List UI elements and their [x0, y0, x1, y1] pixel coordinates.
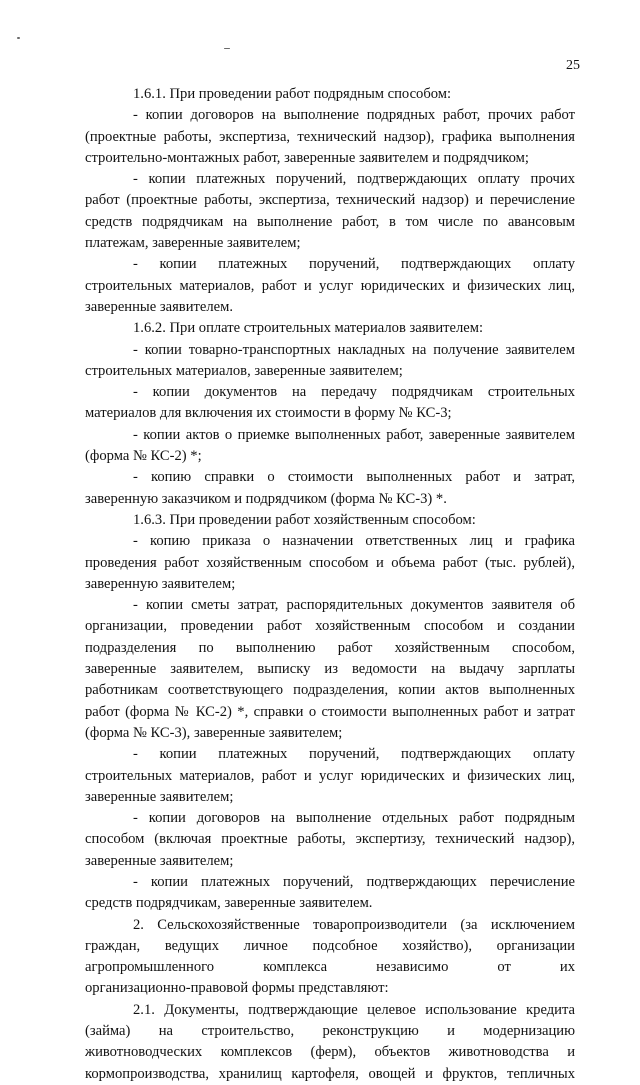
text-line: платежам, заверенные заявителем;: [85, 235, 301, 252]
text-line: (форма № КС-3), заверенные заявителем;: [85, 724, 343, 741]
text-line: организационно-правовой формы представляют:: [85, 980, 389, 997]
document-body: [85, 84, 575, 1085]
text-line: заверенные заявителем;: [85, 788, 234, 805]
text-line: агропромышленного комплекса независимо от их: [85, 959, 575, 976]
text-line: средств подрядчикам, заверенные заявителем.: [85, 895, 373, 912]
text-line: заверенную заявителем;: [85, 575, 236, 592]
text-line: проведения работ хозяйственным способом и объема работ (тыс. рублей),: [85, 554, 575, 571]
text-line: 1.6.1. При проведении работ подрядным способом:: [133, 86, 452, 102]
text-line: 1.6.3. При проведении работ хозяйственным способом:: [133, 511, 476, 528]
text-line: - копии товарно-транспортных накладных на получение заявителем: [133, 341, 575, 358]
text-line: - копии платежных поручений, подтверждающих оплату прочих: [133, 171, 575, 188]
text-line: - копию приказа о назначении ответственных лиц и графика: [133, 533, 575, 550]
text-line: 2.1. Документы, подтверждающие целевое использование кредита: [133, 1001, 575, 1018]
text-line: заверенную заказчиком и подрядчиком (форма № КС-3) *.: [85, 490, 447, 507]
text-line: (займа) на строительство, реконструкцию и модернизацию: [85, 1023, 575, 1040]
text-line: строительных материалов, работ и услуг юридических и физических лиц,: [85, 767, 575, 784]
text-line: 2. Сельскохозяйственные товаропроизводители (за исключением: [133, 916, 575, 933]
page-number: 25: [566, 58, 580, 73]
text-line: организации, проведении работ хозяйственным способом и создании: [85, 618, 575, 635]
text-line: заверенные заявителем.: [85, 298, 234, 315]
text-line: - копии документов на передачу подрядчикам строительных: [133, 384, 575, 401]
text-line: подразделения по выполнению работ хозяйственным способом,: [85, 639, 575, 656]
text-line: работникам соответствующего подразделения, копии актов выполненных: [85, 682, 575, 699]
text-line: работ (форма № КС-2) *, справки о стоимости выполненных работ и затрат: [85, 703, 575, 720]
text-line: кормопроизводства, хранилищ картофеля, овощей и фруктов, тепличных: [85, 1065, 575, 1082]
text-line: заверенные заявителем;: [85, 852, 234, 869]
text-line: - копии актов о приемке выполненных работ, заверенные заявителем: [133, 426, 575, 443]
text-line: - копии платежных поручений, подтверждающих перечисление: [133, 873, 575, 890]
text-line: (форма № КС-2) *;: [85, 448, 202, 465]
scan-speck: [224, 48, 230, 49]
text-line: - копии договоров на выполнение подрядных работ, прочих работ: [133, 107, 575, 124]
text-line: материалов для включения их стоимости в форму № КС-3;: [85, 405, 452, 422]
text-line: строительных материалов, работ и услуг юридических и физических лиц,: [85, 277, 575, 294]
text-line: 1.6.2. При оплате строительных материалов заявителем:: [133, 320, 484, 337]
text-line: животноводческих комплексов (ферм), объектов животноводства и: [85, 1044, 575, 1061]
text-line: заверенные заявителем, выписку из ведомости на выдачу зарплаты: [85, 661, 575, 678]
text-line: (проектные работы, экспертиза, технический надзор), графика выполнения: [85, 128, 575, 145]
text-line: строительных материалов, заверенные заявителем;: [85, 362, 403, 379]
text-line: работ (проектные работы, экспертиза, технический надзор) и перечисление: [85, 192, 575, 209]
text-line: - копии договоров на выполнение отдельных работ подрядным: [133, 810, 575, 827]
text-line: способом (включая проектные работы, экспертизу, технический надзор),: [85, 831, 575, 848]
text-line: граждан, ведущих личное подсобное хозяйство), организации: [85, 937, 575, 954]
text-line: средств подрядчикам на выполнение работ, в том числе по авансовым: [85, 213, 575, 230]
text-line: - копии платежных поручений, подтверждающих оплату: [133, 256, 575, 273]
scan-speck: [17, 37, 20, 39]
text-line: - копии сметы затрат, распорядительных документов заявителя об: [133, 597, 575, 614]
text-line: - копии платежных поручений, подтверждающих оплату: [133, 746, 575, 763]
text-line: - копию справки о стоимости выполненных работ и затрат,: [133, 469, 575, 486]
text-line: строительно-монтажных работ, заверенные заявителем и подрядчиком;: [85, 149, 529, 166]
